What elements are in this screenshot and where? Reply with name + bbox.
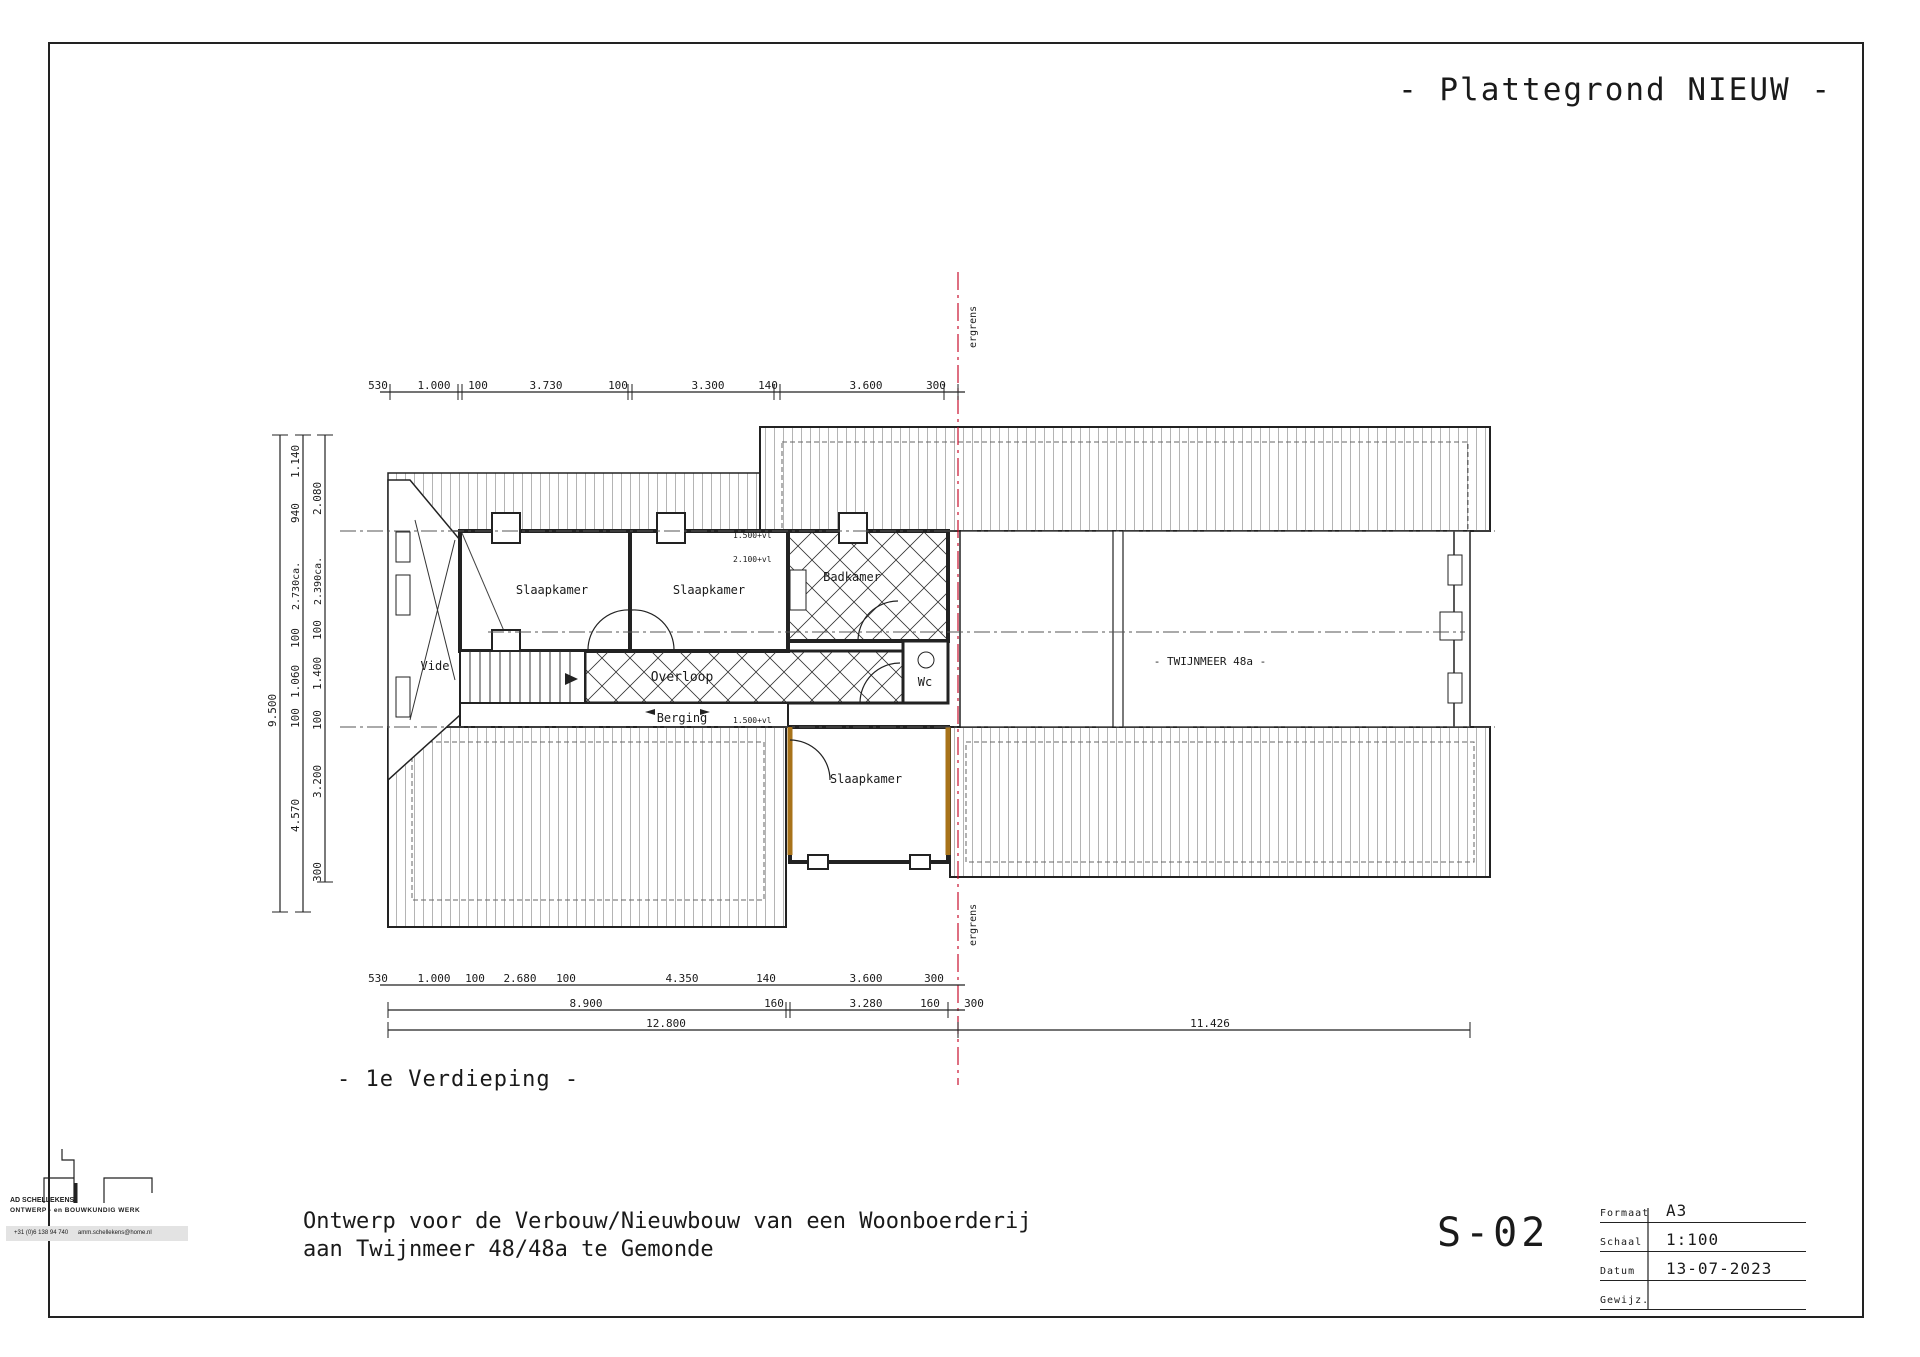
datum-label: Datum	[1600, 1266, 1636, 1277]
dim-top-5: 3.300	[691, 379, 725, 392]
dim-top-1: 1.000	[417, 379, 451, 392]
dim-top-6: 140	[758, 379, 778, 392]
label-berging: Berging	[656, 711, 708, 725]
label-slaapkamer-1: Slaapkamer	[515, 583, 589, 597]
dimension-chain-top	[368, 379, 965, 400]
logo-tagline: ONTWERP - en BOUWKUNDIG WERK	[10, 1207, 141, 1214]
staircase	[460, 651, 585, 703]
label-vide: Vide	[420, 659, 450, 673]
logo-company-name: AD SCHELLEKENS	[10, 1197, 75, 1204]
dim-left-outer-4: 1.060	[289, 664, 302, 698]
gewijz-label: Gewijz.	[1600, 1295, 1650, 1306]
dim-left-outer-2: 2.730ca.	[291, 561, 302, 610]
label-overloop: Overloop	[650, 670, 714, 685]
project-line-2: aan Twijnmeer 48/48a te Gemonde	[303, 1237, 714, 1262]
dim-bottom1-7: 3.600	[849, 972, 883, 985]
floor-label: - 1e Verdieping -	[337, 1067, 580, 1092]
label-slaapkamer-2: Slaapkamer	[672, 583, 746, 597]
neighbour-property	[960, 531, 1470, 727]
logo-phone: +31 (0)6 138 94 740	[14, 1230, 69, 1236]
formaat-value: A3	[1666, 1201, 1688, 1220]
roof-right-lower	[950, 727, 1490, 877]
formaat-label: Formaat	[1600, 1208, 1650, 1219]
dim-left-outer-0: 1.140	[289, 444, 302, 478]
room-overloop	[585, 651, 903, 703]
dimension-chain-left	[266, 435, 333, 912]
dim-bottom3-1: 11.426	[1190, 1017, 1230, 1030]
logo-email: amm.schellekens@home.nl	[77, 1230, 152, 1236]
dim-top-8: 300	[926, 379, 946, 392]
dim-top-3: 3.730	[529, 379, 563, 392]
dim-bottom1-3: 2.680	[503, 972, 537, 985]
dim-bottom1-2: 100	[465, 972, 485, 985]
dim-left-outer-6: 4.570	[289, 798, 302, 832]
level-note-3: 1.500+vl	[733, 716, 772, 725]
room-wc	[903, 641, 948, 703]
sheet-number: S-02	[1437, 1210, 1550, 1256]
dim-bottom1-8: 300	[924, 972, 944, 985]
dim-bottom1-4: 100	[556, 972, 576, 985]
roof-left-lower	[388, 727, 786, 927]
label-slaapkamer-3: Slaapkamer	[829, 772, 903, 786]
level-note-1: 1.500+vl	[733, 531, 772, 540]
dim-top-7: 3.600	[849, 379, 883, 392]
dim-bottom1-5: 4.350	[665, 972, 699, 985]
dim-top-4: 100	[608, 379, 628, 392]
dim-left-outer-5: 100	[289, 708, 302, 728]
dim-bottom2-2: 3.280	[849, 997, 883, 1010]
dim-left-inner-5: 3.200	[311, 764, 324, 798]
dim-bottom2-0: 8.900	[569, 997, 603, 1010]
dim-left-inner-6: 300	[311, 862, 324, 882]
schaal-label: Schaal	[1600, 1237, 1643, 1248]
dim-left-inner-0: 2.080	[311, 481, 324, 515]
project-line-1: Ontwerp voor de Verbouw/Nieuwbouw van een Woonboerderij	[303, 1209, 1032, 1234]
boundary-label-top: ergrens	[968, 305, 979, 348]
dim-bottom2-4: 300	[964, 997, 984, 1010]
roof-right-upper	[760, 427, 1490, 531]
dim-left-outer-3: 100	[289, 628, 302, 648]
company-logo	[4, 1148, 194, 1242]
dim-left-inner-2: 100	[311, 620, 324, 640]
datum-value: 13-07-2023	[1666, 1259, 1773, 1278]
dim-bottom3-0: 12.800	[646, 1017, 686, 1030]
dim-left-inner-1: 2.390ca.	[313, 556, 324, 605]
title-block-schaal	[1600, 1222, 1806, 1252]
level-note-2: 2.100+vl	[733, 555, 772, 564]
dim-top-0: 530	[368, 379, 388, 392]
sheet-title: - Plattegrond NIEUW -	[1398, 72, 1832, 108]
dim-bottom1-6: 140	[756, 972, 776, 985]
boundary-label-bottom: ergrens	[968, 903, 979, 946]
title-block-formaat	[1600, 1193, 1806, 1223]
dim-bottom2-1: 160	[764, 997, 784, 1010]
project-description	[303, 1208, 1031, 1264]
label-badkamer: Badkamer	[823, 570, 881, 584]
title-block-gewijz	[1600, 1280, 1806, 1310]
dim-bottom2-3: 160	[920, 997, 940, 1010]
dim-left-inner-4: 100	[311, 710, 324, 730]
dim-bottom1-1: 1.000	[417, 972, 451, 985]
label-wc: Wc	[917, 675, 933, 689]
dim-left-outer-1: 940	[289, 503, 302, 523]
dim-top-2: 100	[468, 379, 488, 392]
logo-contact-bar	[6, 1226, 188, 1241]
label-neighbour: - TWIJNMEER 48a -	[1153, 655, 1267, 668]
dim-left-total: 9.500	[266, 693, 279, 727]
dim-left-inner-3: 1.400	[311, 656, 324, 690]
title-block-datum	[1600, 1251, 1806, 1281]
dimension-chain-bottom	[368, 972, 1470, 1038]
schaal-value: 1:100	[1666, 1230, 1720, 1249]
dim-bottom1-0: 530	[368, 972, 388, 985]
room-slaapkamer-3	[790, 727, 948, 869]
